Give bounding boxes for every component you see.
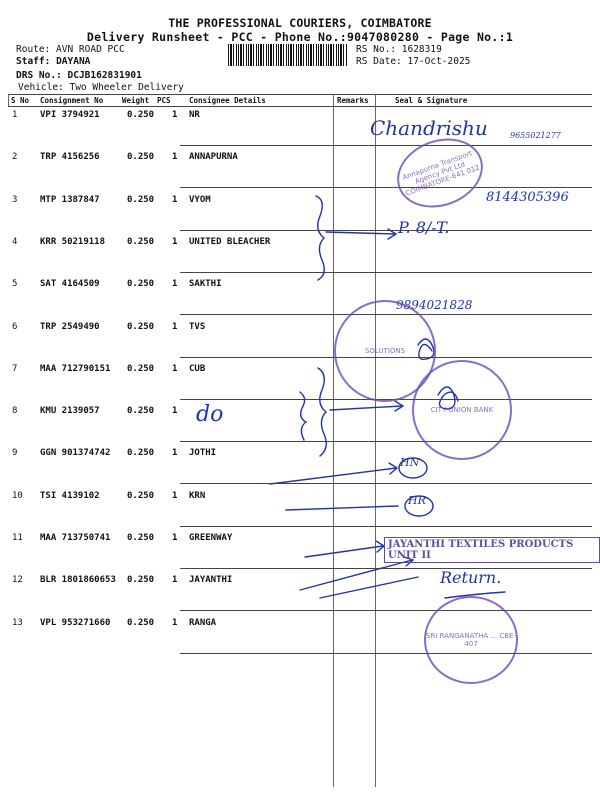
- handwritten-signature-1: Chandrishu: [370, 116, 488, 140]
- row-consignment-no: VPI 3794921: [40, 110, 100, 120]
- arrow-3-4: [326, 232, 395, 234]
- row-consignment-no: TRP 2549490: [40, 322, 100, 332]
- row-sno: 9: [12, 448, 18, 458]
- company-title: THE PROFESSIONAL COURIERS, COIMBATORE: [168, 16, 432, 30]
- row-pcs: 1: [172, 364, 178, 374]
- row-consignee: CUB: [189, 364, 206, 374]
- row-consignment-no: BLR 1801860653: [40, 575, 116, 585]
- handwritten-return: Return.: [440, 568, 502, 587]
- col-header-weight: Weight: [122, 96, 150, 105]
- row-consignment-no: SAT 4164509: [40, 279, 100, 289]
- row-consignee: ANNAPURNA: [189, 152, 238, 162]
- row-pcs: 1: [172, 152, 178, 162]
- arrow-11: [305, 546, 383, 557]
- col-header-consignment: Consignment No: [40, 96, 104, 105]
- rs-number: RS No.: 1628319: [356, 44, 442, 55]
- row-pcs: 1: [172, 195, 178, 205]
- row-sno: 5: [12, 279, 18, 289]
- route-label: Route: AVN ROAD PCC: [16, 44, 125, 55]
- rs-date: RS Date: 17-Oct-2025: [356, 56, 471, 67]
- row-consignment-no: GGN 901374742: [40, 448, 111, 458]
- col-header-sno: S No: [11, 96, 30, 105]
- solution-stamp: SOLUTIONS: [334, 300, 436, 402]
- handwritten-pdt: P. 8/-T.: [398, 218, 450, 237]
- row-consignee: JOTHI: [189, 448, 217, 458]
- row-weight: 0.250: [127, 618, 155, 628]
- row-consignment-no: KRR 50219118: [40, 237, 106, 247]
- arrow-10: [286, 506, 398, 510]
- drs-label: DRS No.:: [16, 70, 62, 81]
- row-consignee: VYOM: [189, 195, 211, 205]
- row-pcs: 1: [172, 491, 178, 501]
- staff-value: DAYANA: [56, 56, 91, 67]
- row-consignee: GREENWAY: [189, 533, 233, 543]
- row-weight: 0.250: [127, 279, 155, 289]
- hn-mark-9: HN: [400, 456, 420, 469]
- row-pcs: 1: [172, 533, 178, 543]
- col-header-consignee: Consignee Details: [189, 96, 266, 105]
- row-sno: 3: [12, 195, 18, 205]
- row-consignee: RANGA: [189, 618, 217, 628]
- row-pcs: 1: [172, 618, 178, 628]
- brace-8: [300, 392, 306, 440]
- city-union-bank-stamp: CITY UNION BANK: [412, 360, 512, 460]
- row-weight: 0.250: [127, 110, 155, 120]
- row-consignee: NR: [189, 110, 200, 120]
- arrow-12: [300, 560, 412, 590]
- row-weight: 0.250: [127, 406, 155, 416]
- row-consignment-no: VPL 953271660: [40, 618, 111, 628]
- row-weight: 0.250: [127, 448, 155, 458]
- row-sno: 8: [12, 406, 18, 416]
- col-header-pcs: PCS: [157, 96, 171, 105]
- row-consignment-no: MAA 713750741: [40, 533, 111, 543]
- row-consignee: TVS: [189, 322, 206, 332]
- row-consignee: KRN: [189, 491, 206, 501]
- jayanthi-stamp: JAYANTHI TEXTILES PRODUCTS UNIT II: [384, 537, 600, 563]
- col-header-seal-signature: Seal & Signature: [395, 96, 468, 105]
- row-weight: 0.250: [127, 533, 155, 543]
- brace-7-8: [318, 368, 326, 456]
- row-pcs: 1: [172, 110, 178, 120]
- annapurna-stamp: Annapurna Transport Agency Pvt Ltd COIMBATORE-641 012: [387, 127, 492, 219]
- row-sno: 7: [12, 364, 18, 374]
- row-pcs: 1: [172, 237, 178, 247]
- row-consignee: JAYANTHI: [189, 575, 233, 585]
- drs-value: DCJB162831901: [67, 70, 142, 81]
- arrow-9: [270, 468, 396, 484]
- row-weight: 0.250: [127, 575, 155, 585]
- row-consignee: UNITED BLEACHER: [189, 237, 271, 247]
- sri-ranga-stamp: SRI RANGANATHA ... CBE-407: [424, 596, 518, 684]
- col-header-remarks: Remarks: [337, 96, 369, 105]
- row-pcs: 1: [172, 406, 178, 416]
- row-weight: 0.250: [127, 364, 155, 374]
- row-pcs: 1: [172, 575, 178, 585]
- row-pcs: 1: [172, 448, 178, 458]
- row-sno: 11: [12, 533, 23, 543]
- row-consignee: SAKTHI: [189, 279, 222, 289]
- row-sno: 13: [12, 618, 23, 628]
- row-sno: 4: [12, 237, 18, 247]
- row-pcs: 1: [172, 279, 178, 289]
- row-consignment-no: TSI 4139102: [40, 491, 100, 501]
- row-consignment-no: KMU 2139057: [40, 406, 100, 416]
- vehicle-label: Vehicle: Two Wheeler Delivery: [18, 82, 184, 93]
- handwritten-phone-3: 9894021828: [396, 298, 473, 312]
- row-sno: 1: [12, 110, 18, 120]
- row-sno: 2: [12, 152, 18, 162]
- brace-3-4: [316, 196, 324, 280]
- row-weight: 0.250: [127, 237, 155, 247]
- row-consignment-no: MAA 712790151: [40, 364, 111, 374]
- handwritten-phone-1: 9655021277: [510, 131, 561, 140]
- row-weight: 0.250: [127, 152, 155, 162]
- row-sno: 12: [12, 575, 23, 585]
- row-weight: 0.250: [127, 491, 155, 501]
- row-weight: 0.250: [127, 322, 155, 332]
- row-sno: 6: [12, 322, 18, 332]
- hn-mark-10: HR: [408, 494, 426, 507]
- row-pcs: 1: [172, 322, 178, 332]
- handwritten-ditto: do: [196, 402, 224, 427]
- row-weight: 0.250: [127, 195, 155, 205]
- runsheet-subtitle: Delivery Runsheet - PCC - Phone No.:9047080280 - Page No.:1: [86, 30, 514, 44]
- handwritten-phone-2: 8144305396: [486, 190, 569, 205]
- staff-label: Staff:: [16, 56, 51, 67]
- row-consignment-no: TRP 4156256: [40, 152, 100, 162]
- row-sno: 10: [12, 491, 23, 501]
- row-consignment-no: MTP 1387847: [40, 195, 100, 205]
- arrow-7-8: [330, 406, 402, 410]
